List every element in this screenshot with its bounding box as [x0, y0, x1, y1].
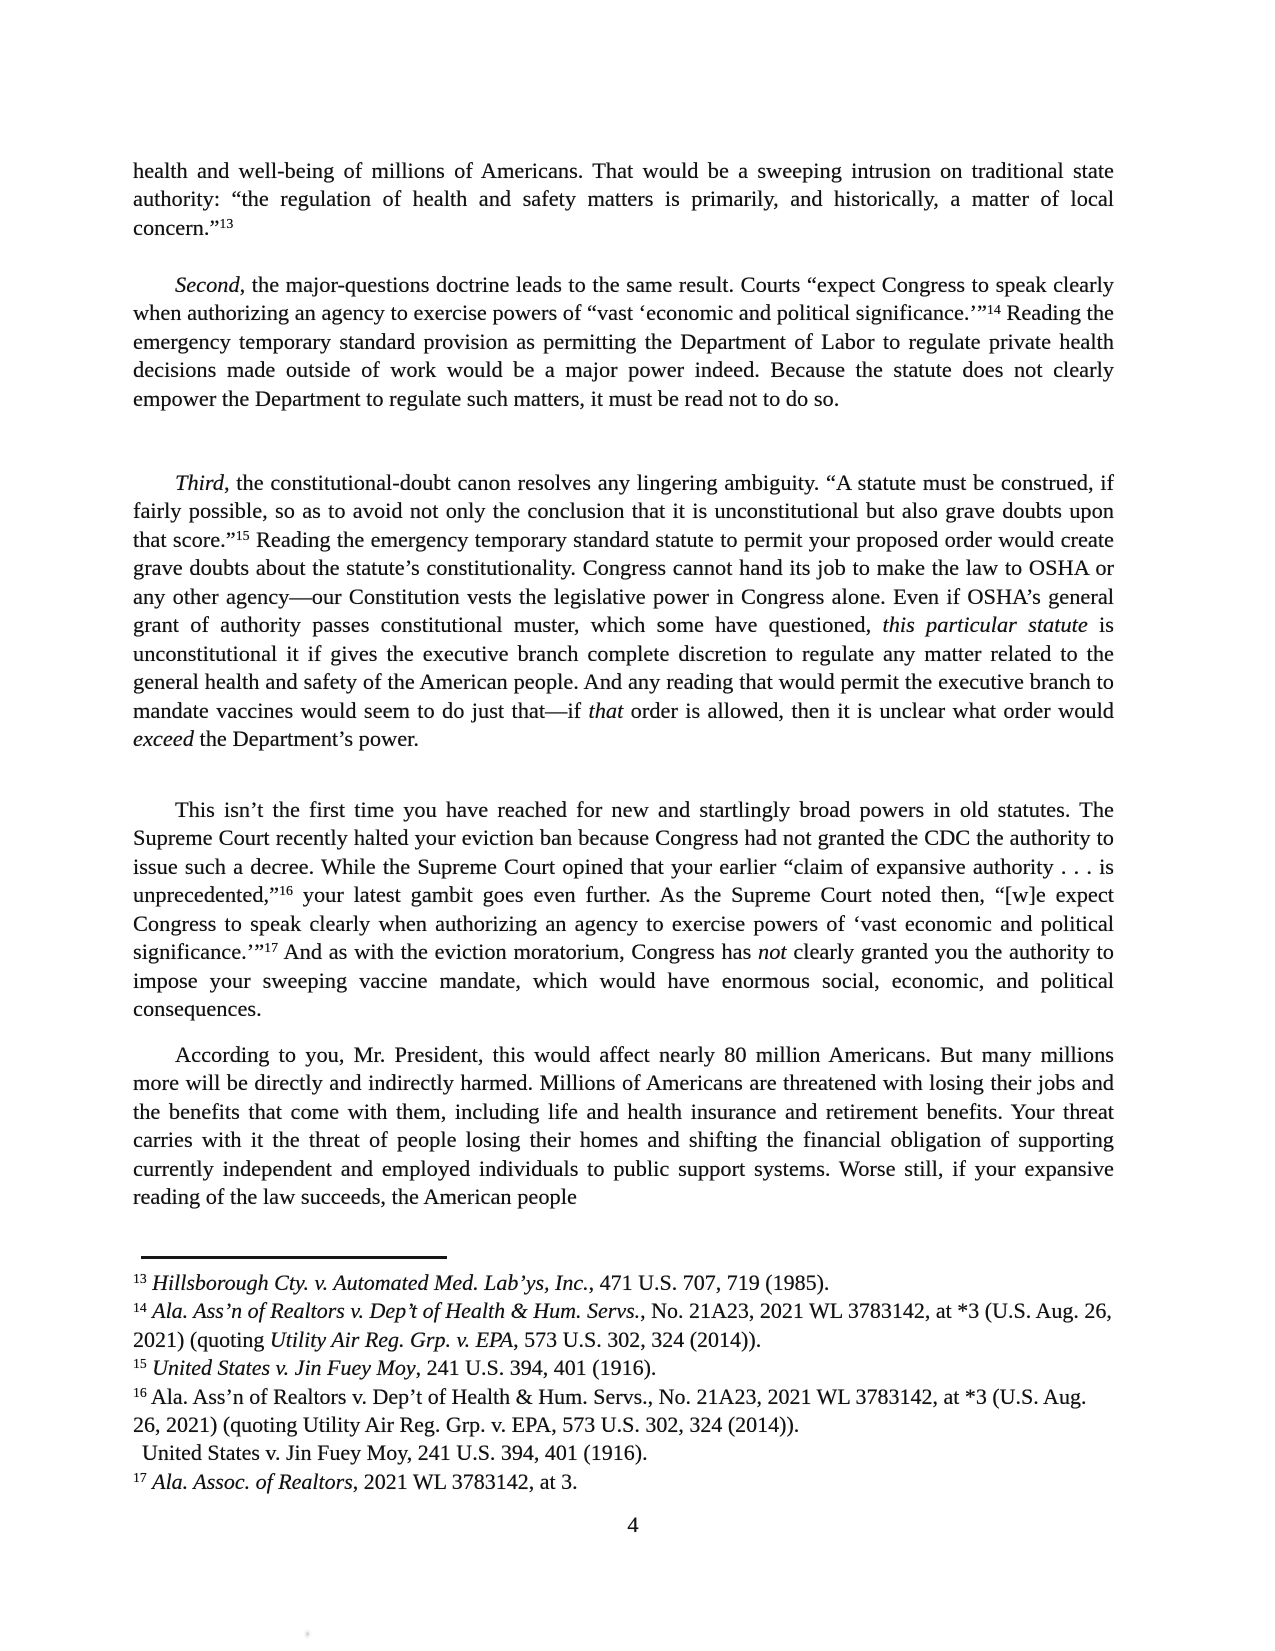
footnote-separator: [141, 1256, 447, 1259]
footnote: $^{16}$ Ala. Ass’n of Realtors v. Dep’t of Health & Hum. Servs., No. 21A23, 2021 WL 3783142, at *3 (U.S. Aug. 26, 2021) (quoting Utility Air Reg. Grp. v. EPA, 573 U.S. 302, 324 (2014)).: [133, 1383, 1087, 1438]
paragraph: This isn’t the first time you have reached for new and startlingly broad powers in old statutes. The Supreme Court recently halted your eviction ban because Congress had not granted the CDC the authority to issue such a decree. While the Supreme Court opined that your earlier “claim of expansive authority . . . is unprecedented,”$^{16}$ your latest gambit goes even further. As the Supreme Court noted then, “[w]e expect Congress to speak clearly when authorizing an agency to exercise powers of ‘vast economic and political significance.’”$^{17}$ And as with the eviction moratorium, Congress has not clearly granted you the authority to impose your sweeping vaccine mandate, which would have enormous social, economic, and political consequences.: [133, 797, 1114, 1022]
footnote: United States v. Jin Fuey Moy, 241 U.S. 394, 401 (1916).: [142, 1440, 648, 1466]
footnotes: [133, 1269, 1114, 1496]
paragraph: According to you, Mr. President, this would affect nearly 80 million Americans. But many millions more will be directly and indirectly harmed. Millions of Americans are threatened with losing their jobs and the benefits that come with them, including life and health insurance and retirement benefits. Your threat carries with it the threat of people losing their homes and shifting the financial obligation of supporting currently independent and employed individuals to public support systems. Worse still, if your expansive reading of the law succeeds, the American people: [133, 1042, 1114, 1210]
scan-artifact: [303, 1628, 312, 1640]
page-number: 4: [627, 1512, 639, 1537]
footnote: $^{17}$ Ala. Assoc. of Realtors, 2021 WL 3783142, at 3.: [133, 1468, 578, 1494]
paragraph: Second, the major-questions doctrine leads to the same result. Courts “expect Congress to speak clearly when authorizing an agency to exercise powers of “vast ‘economic and political significance.’”$^{14}$ Reading the emergency temporary standard provision as permitting the Department of Labor to regulate private health decisions made outside of work would be a major power indeed. Because the statute does not clearly empower the Department to regulate such matters, it must be read not to do so.: [133, 272, 1114, 411]
paragraph: Third, the constitutional-doubt canon resolves any lingering ambiguity. “A statute must be construed, if fairly possible, so as to avoid not only the conclusion that it is unconstitutional but also grave doubts upon that score.”$^{15}$ Reading the emergency temporary standard statute to permit your proposed order would create grave doubts about the statute’s constitutionality. Congress cannot hand its job to make the law to OSHA or any other agency—our Constitution vests the legislative power in Congress alone. Even if OSHA’s general grant of authority passes constitutional muster, which some have questioned, this particular statute is unconstitutional it if gives the executive branch complete discretion to regulate any matter related to the general health and safety of the American people. And any reading that would permit the executive branch to mandate vaccines would seem to do just that—if that order is allowed, then it is unclear what order would exceed the Department’s power.: [133, 470, 1114, 752]
paragraph: health and well-being of millions of Americans. That would be a sweeping intrusion on traditional state authority: “the regulation of health and safety matters is primarily, and historically, a matter of local concern.”$^{13}$: [133, 158, 1114, 240]
footnote: $^{15}$ United States v. Jin Fuey Moy, 241 U.S. 394, 401 (1916).: [133, 1355, 657, 1381]
footnote: $^{13}$ Hillsborough Cty. v. Automated Med. Lab’ys, Inc., 471 U.S. 707, 719 (1985).: [133, 1270, 830, 1295]
footnote: $^{14}$ Ala. Ass’n of Realtors v. Dep’t of Health & Hum. Servs., No. 21A23, 2021 WL 3783142, at *3 (U.S. Aug. 26, 2021) (quoting Utility Air Reg. Grp. v. EPA, 573 U.S. 302, 324 (2014)).: [133, 1298, 1112, 1352]
